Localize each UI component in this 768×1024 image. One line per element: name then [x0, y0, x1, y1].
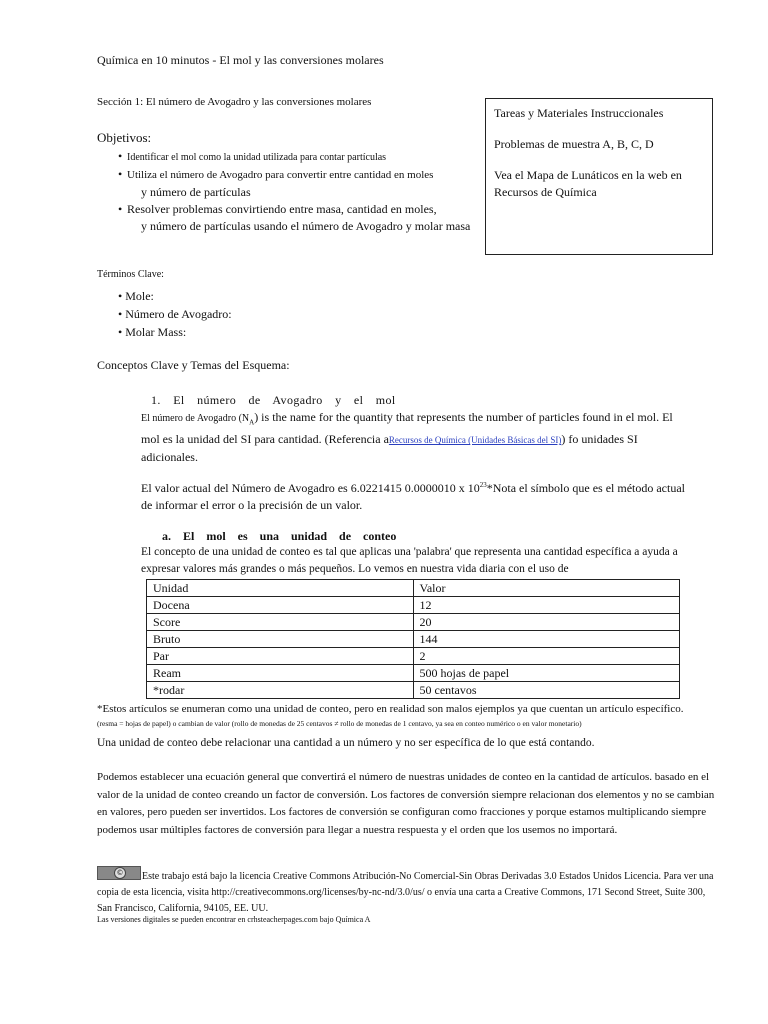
key-term-item: • Molar Mass:	[118, 325, 187, 339]
table-header-cell: Valor	[413, 580, 680, 597]
avogadro-definition-paragraph	[141, 409, 686, 466]
materials-box-title: Tareas y Materiales Instruccionales	[494, 106, 664, 120]
table-header-cell: Unidad	[147, 580, 414, 597]
avogadro-definition-tail: ) fo unidades SI adicionales.	[141, 432, 638, 465]
objective-item	[118, 166, 480, 201]
avogadro-value-text: El valor actual del Número de Avogadro es 6.0221415 0.0000010 x 10	[141, 481, 480, 495]
avogadro-value-paragraph	[141, 477, 686, 514]
conversion-factor-paragraph: Podemos establecer una ecuación general que convertirá el número de nuestras unidades de conteo en la cantidad de artículos. basado en el valor de la unidad de conteo creando un factor de conversión. Los factores de conversión siempre relacionan dos elementos y no se cambian en valores, pero pueden ser invertidos. Los factores de conversión se configuran como fracciones y porque estamos multiplicando siempre podemos usar múltiples factores de conversión para llegar a nuestra respuesta y el orden que los usemos no importará.	[97, 771, 715, 836]
table-cell: 144	[413, 631, 680, 648]
digital-versions-note: Las versiones digitales se pueden encontrar en crhsteacherpages.com bajo Química A	[97, 915, 371, 924]
table-cell: 20	[413, 614, 680, 631]
key-concepts-heading: Conceptos Clave y Temas del Esquema:	[97, 358, 290, 372]
counting-unit-paragraph: El concepto de una unidad de conteo es tal que aplicas una 'palabra' que representa una cantidad específica a ayuda a expresar valores más grandes o más pequeños. Lo vemos en nuestra vida diaria con el uso de	[141, 546, 678, 575]
objective-item	[118, 148, 480, 166]
avogadro-term: El número de Avogadro (N	[141, 413, 250, 424]
avogadro-subscript: A	[249, 418, 255, 427]
table-cell: Score	[147, 614, 414, 631]
objectives-heading: Objetivos:	[97, 130, 152, 145]
table-row	[147, 665, 680, 682]
avogadro-definition-text: ) is the name for the quantity that represents the number of particles found in el mol. El mol es la unidad del SI para cantidad. (Referencia a	[141, 410, 673, 447]
objective-text: Resolver problemas convirtiendo entre masa, cantidad en moles,	[127, 202, 437, 216]
objective-continuation: y número de partículas usando el número de Avogadro y molar masa	[141, 219, 471, 233]
concept-1-heading: 1. El número de Avogadro y el mol	[151, 393, 396, 407]
materials-box	[485, 98, 713, 255]
footnote-bad-examples: *Estos artículos se enumeran como una unidad de conteo, pero en realidad son malos ejemplos ya que cuentan un artículo específico.	[97, 703, 684, 715]
footnote-clarification: (resma = hojas de papel) o cambian de valor (rollo de monedas de 25 centavos ≠ rollo de monedas de 1 centavo, ya sea en conteo numérico o en valor monetario)	[97, 719, 582, 728]
cc-logo-icon: ©	[114, 867, 126, 879]
objective-text: Identificar el mol como la unidad utilizada para contar partículas	[127, 152, 387, 163]
objective-item	[118, 201, 480, 235]
table-cell: Par	[147, 648, 414, 665]
key-term-item: • Número de Avogadro:	[118, 307, 232, 321]
table-row	[147, 682, 680, 699]
table-cell: Docena	[147, 597, 414, 614]
avogadro-exponent: 23	[479, 481, 487, 489]
table-header-row	[147, 580, 680, 597]
objectives-list	[118, 148, 480, 235]
table-row	[147, 648, 680, 665]
table-row	[147, 597, 680, 614]
document-title: Química en 10 minutos - El mol y las conversiones molares	[97, 53, 384, 67]
section-heading: Sección 1: El número de Avogadro y las conversiones molares	[97, 96, 372, 108]
avogadro-value-note: *Nota el símbolo que es el método actual de informar el error o la precisión de un valor.	[141, 481, 685, 512]
table-cell: Bruto	[147, 631, 414, 648]
table-cell: 12	[413, 597, 680, 614]
sample-problems-text: Problemas de muestra A, B, C, D	[494, 137, 654, 151]
counting-units-table	[146, 579, 680, 699]
table-row	[147, 614, 680, 631]
counting-unit-heading: a. El mol es una unidad de conteo	[162, 529, 397, 543]
key-terms-list	[118, 287, 232, 341]
key-terms-heading: Términos Clave:	[97, 269, 164, 280]
table-cell: 500 hojas de papel	[413, 665, 680, 682]
table-cell: 50 centavos	[413, 682, 680, 699]
table-row	[147, 631, 680, 648]
key-term-item: • Mole:	[118, 289, 154, 303]
objective-text: Utiliza el número de Avogadro para convertir entre cantidad en moles	[127, 169, 434, 181]
si-units-link[interactable]: Recursos de Química (Unidades Básicas del SI)	[388, 435, 562, 446]
counting-unit-rule: Una unidad de conteo debe relacionar una cantidad a un número y no ser específica de lo que está contando.	[97, 737, 595, 749]
objective-continuation: y número de partículas	[141, 185, 251, 199]
table-cell: Ream	[147, 665, 414, 682]
license-text: Este trabajo está bajo la licencia Creative Commons Atribución-No Comercial-Sin Obras Derivadas 3.0 Estados Unidos Licencia. Para ver una copia de esta licencia, visita http://creativecommons.org/licenses/by-nc-nd/3.0/us/ o envía una carta a Creative Commons, 171 Second Street, Suite 300, San Francisco, California, 94105, EE. UU.	[97, 871, 714, 914]
table-cell: 2	[413, 648, 680, 665]
web-map-note: Vea el Mapa de Lunáticos en la web en Recursos de Química	[494, 168, 682, 199]
table-cell: *rodar	[147, 682, 414, 699]
